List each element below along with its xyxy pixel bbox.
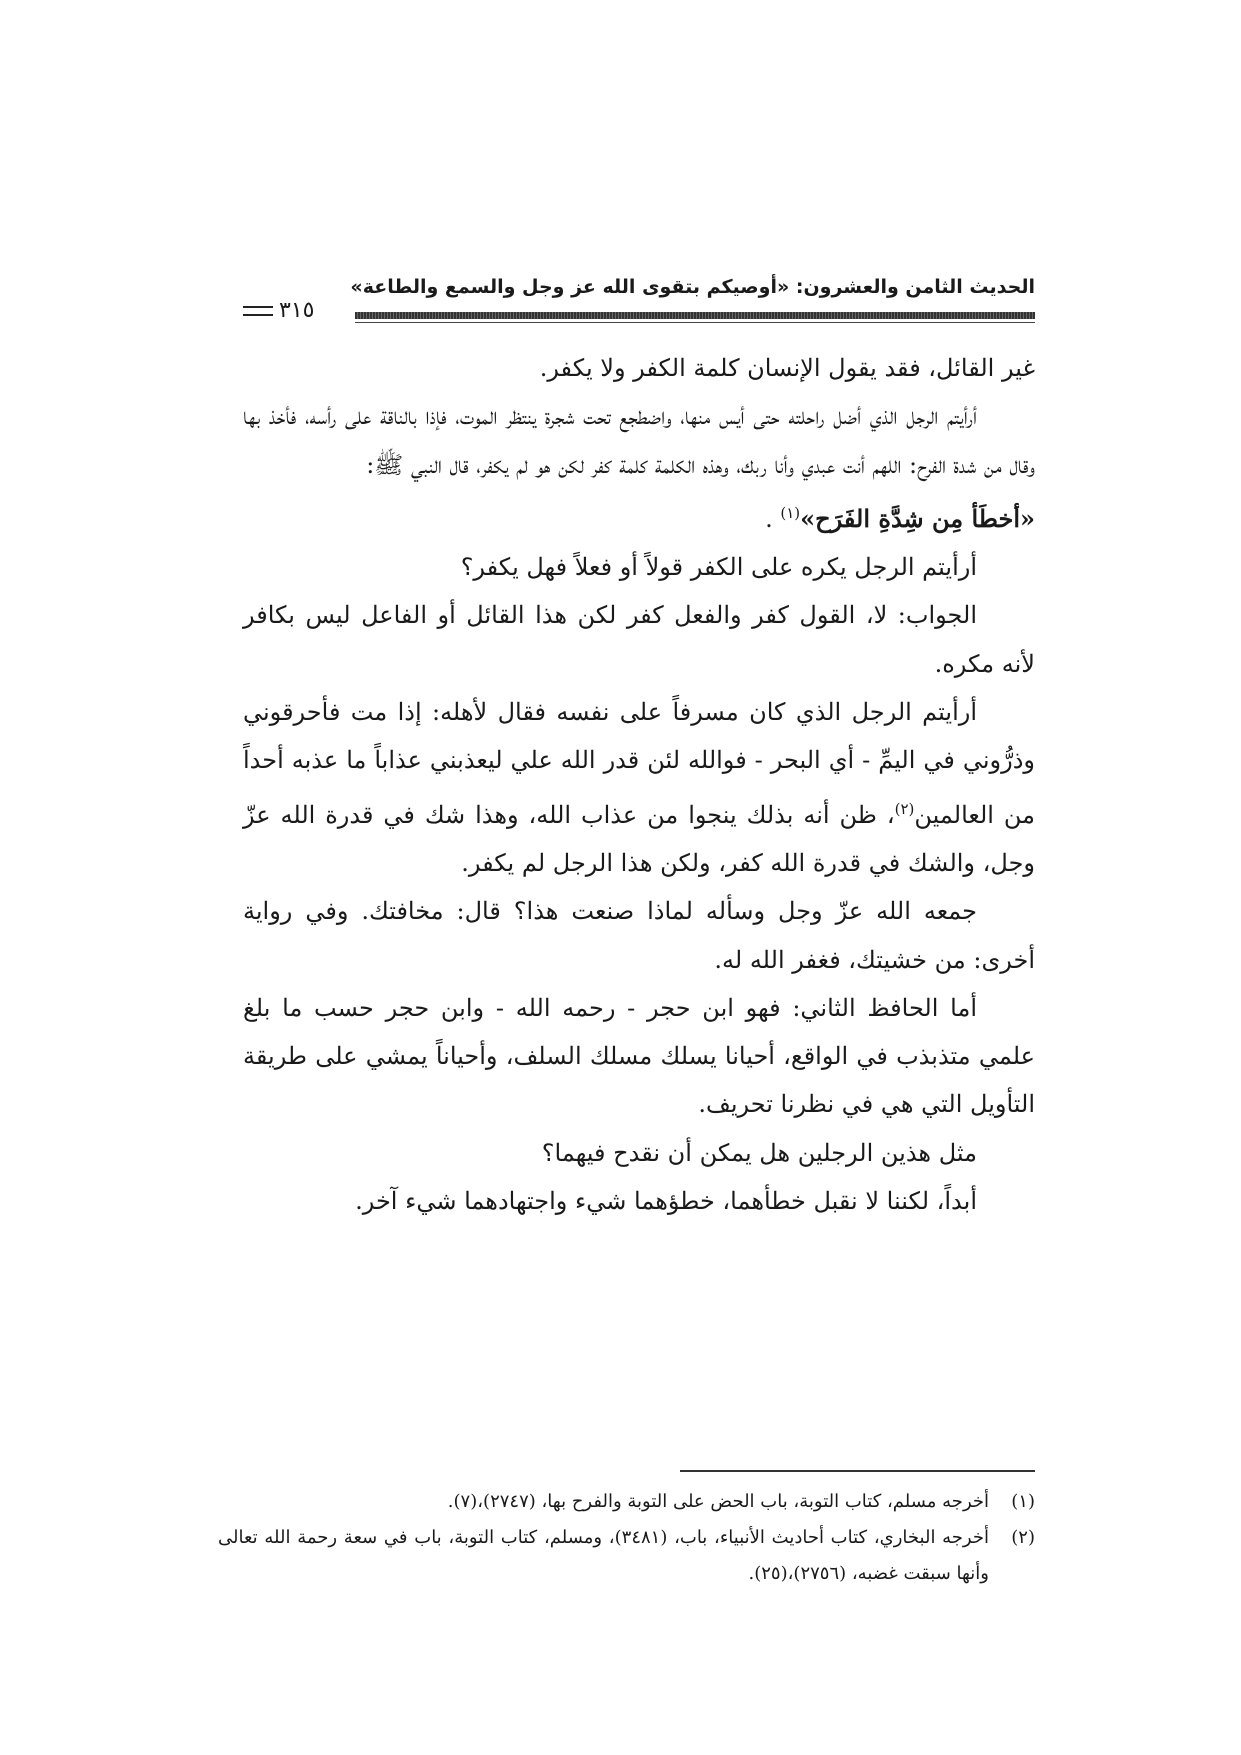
main-text [243,344,1035,1225]
paragraph-6: جمعه الله عزّ وجل وسأله لماذا صنعت هذا؟ قال: مخافتك. وفي رواية أخرى: من خشيتك، فغفر الله له. [243,897,1035,974]
page-number-ornament [243,306,273,316]
footnote-text: أخرجه البخاري، كتاب أحاديث الأنبياء، باب، (٣٤٨١)، ومسلم، كتاب التوبة، باب في سعة رحمة الله تعالى وأنها سبقت غضبه، (٢٧٥٦)،(٢٥). [218,1527,989,1584]
paragraph-8: مثل هذين الرجلين هل يمكن أن نقدح فيهما؟ [541,1138,977,1167]
footnote-ref-2: (٢) [894,799,915,818]
chapter-title: الحديث الثامن والعشرون: «أوصيكم بتقوى الله عز وجل والسمع والطاعة» [350,276,1035,298]
paragraph-9: أبداً، لكننا لا نقبل خطأهما، خطؤهما شيء واجتهادهما شيء آخر. [355,1187,977,1216]
paragraph-5 [243,688,1035,887]
paragraph-2-end: . [765,504,781,533]
paragraph-1: غير القائل، فقد يقول الإنسان كلمة الكفر ولا يكفر. [539,354,1035,382]
hadith-quote: «أخطَأ مِن شِدَّةِ الفَرَح» [800,503,1035,533]
footnote-2 [218,1520,1035,1592]
running-header [243,276,1035,332]
footnote-separator [680,1470,1035,1472]
page-number [243,298,314,323]
paragraph-5-rest: ، ظن أنه بذلك ينجوا من عذاب الله، وهذا شك في قدرة الله عزّ وجل، والشك في قدرة الله كفر، ولكن هذا الرجل لم يكفر. [243,800,1035,877]
paragraph-4: الجواب: لا، القول كفر والفعل كفر لكن هذا القائل أو الفاعل ليس بكافر لأنه مكره. [243,601,1035,678]
footnote-1 [218,1484,1035,1520]
footnote-text: أخرجه مسلم، كتاب التوبة، باب الحض على التوبة والفرح بها، (٢٧٤٧)،(٧). [447,1491,989,1512]
header-rule-thin [355,322,1035,323]
paragraph-7: أما الحافظ الثاني: فهو ابن حجر - رحمه الله - وابن حجر حسب ما بلغ علمي متذبذب في الواقع، أحيانا يسلك مسلك السلف، وأحياناً يمشي على طريقة التأويل التي هي في نظرنا تحريف. [243,993,1035,1119]
paragraph-5-text: أرأيتم الرجل الذي كان مسرفاً على نفسه فقال لأهله: إذا مت فأحرقوني وذرُّوني في اليمِّ - أي البحر - فوالله لئن قدر الله علي ليعذبني عذاباً ما عذبه أحداً من العالمين [243,698,1036,829]
footnote-number: (١) [1011,1491,1035,1512]
footnote-ref-1: (١) [780,503,801,522]
paragraph-2 [243,392,1035,543]
paragraph-3: أرأيتم الرجل يكره على الكفر قولاً أو فعلاً فهل يكفر؟ [460,553,977,582]
paragraph-2-text: أرأيتم الرجل الذي أضل راحلته حتى أيس منها، واضطجع تحت شجرة ينتظر الموت، فإذا بالناقة على رأسه، فأخذ بها وقال من شدة الفرح: اللهم أنت عبدي وأنا ربك، وهذه الكلمة كلمة كفر لكن هو لم يكفر، قال النبي ﷺ: [243,402,1035,479]
page-number-value: ٣١٥ [279,298,315,323]
header-rule [355,312,1035,319]
footnotes [218,1484,1035,1592]
footnote-number: (٢) [1011,1527,1035,1548]
